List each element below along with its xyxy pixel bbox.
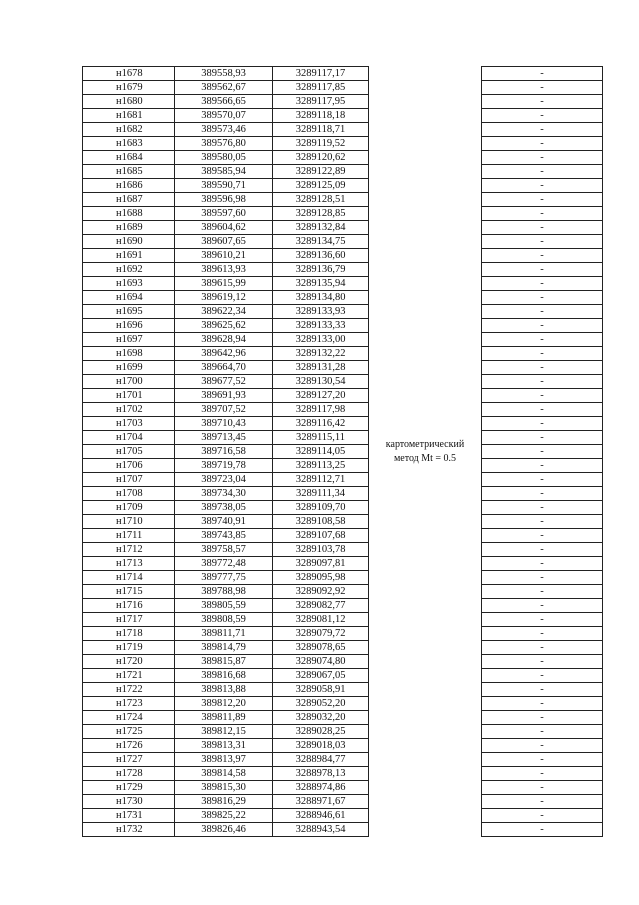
point-number-cell: н1687 [83,193,175,207]
table-row [83,585,603,599]
y-coordinate-cell: 3289118,71 [273,123,369,137]
point-number-cell: н1692 [83,263,175,277]
table-row [83,781,603,795]
point-number-cell: н1706 [83,459,175,473]
note-cell: - [482,501,603,515]
x-coordinate-cell: 389813,97 [175,753,273,767]
point-number-cell: н1732 [83,823,175,837]
x-coordinate-cell: 389719,78 [175,459,273,473]
y-coordinate-cell: 3289058,91 [273,683,369,697]
note-cell: - [482,473,603,487]
note-cell: - [482,627,603,641]
point-number-cell: н1694 [83,291,175,305]
x-coordinate-cell: 389808,59 [175,613,273,627]
point-number-cell: н1700 [83,375,175,389]
table-row [83,501,603,515]
x-coordinate-cell: 389743,85 [175,529,273,543]
note-cell: - [482,403,603,417]
x-coordinate-cell: 389585,94 [175,165,273,179]
point-number-cell: н1713 [83,557,175,571]
table-row [83,263,603,277]
y-coordinate-cell: 3289067,05 [273,669,369,683]
x-coordinate-cell: 389664,70 [175,361,273,375]
y-coordinate-cell: 3288974,86 [273,781,369,795]
x-coordinate-cell: 389625,62 [175,319,273,333]
y-coordinate-cell: 3289131,28 [273,361,369,375]
x-coordinate-cell: 389805,59 [175,599,273,613]
x-coordinate-cell: 389814,79 [175,641,273,655]
note-cell: - [482,151,603,165]
y-coordinate-cell: 3289108,58 [273,515,369,529]
y-coordinate-cell: 3289109,70 [273,501,369,515]
table-row [83,95,603,109]
x-coordinate-cell: 389642,96 [175,347,273,361]
x-coordinate-cell: 389615,99 [175,277,273,291]
point-number-cell: н1688 [83,207,175,221]
note-cell: - [482,445,603,459]
method-label-line-2: метод Mt = 0.5 [393,452,457,464]
method-cell [369,67,482,837]
x-coordinate-cell: 389604,62 [175,221,273,235]
y-coordinate-cell: 3289135,94 [273,277,369,291]
point-number-cell: н1709 [83,501,175,515]
point-number-cell: н1716 [83,599,175,613]
x-coordinate-cell: 389716,58 [175,445,273,459]
table-row [83,81,603,95]
x-coordinate-cell: 389815,30 [175,781,273,795]
x-coordinate-cell: 389826,46 [175,823,273,837]
table-row [83,249,603,263]
point-number-cell: н1678 [83,67,175,81]
y-coordinate-cell: 3289120,62 [273,151,369,165]
y-coordinate-cell: 3289117,95 [273,95,369,109]
point-number-cell: н1682 [83,123,175,137]
x-coordinate-cell: 389596,98 [175,193,273,207]
note-cell: - [482,81,603,95]
note-cell: - [482,305,603,319]
y-coordinate-cell: 3289107,68 [273,529,369,543]
y-coordinate-cell: 3288943,54 [273,823,369,837]
table-row [83,235,603,249]
note-cell: - [482,431,603,445]
note-cell: - [482,319,603,333]
x-coordinate-cell: 389740,91 [175,515,273,529]
point-number-cell: н1684 [83,151,175,165]
note-cell: - [482,95,603,109]
y-coordinate-cell: 3289117,98 [273,403,369,417]
point-number-cell: н1725 [83,725,175,739]
point-number-cell: н1683 [83,137,175,151]
note-cell: - [482,207,603,221]
point-number-cell: н1685 [83,165,175,179]
point-number-cell: н1681 [83,109,175,123]
y-coordinate-cell: 3288984,77 [273,753,369,767]
x-coordinate-cell: 389788,98 [175,585,273,599]
note-cell: - [482,753,603,767]
x-coordinate-cell: 389610,21 [175,249,273,263]
note-cell: - [482,487,603,501]
x-coordinate-cell: 389772,48 [175,557,273,571]
note-cell: - [482,165,603,179]
note-cell: - [482,767,603,781]
note-cell: - [482,109,603,123]
table-row [83,431,603,445]
note-cell: - [482,235,603,249]
table-row [83,543,603,557]
x-coordinate-cell: 389811,71 [175,627,273,641]
y-coordinate-cell: 3289078,65 [273,641,369,655]
table-row [83,389,603,403]
point-number-cell: н1704 [83,431,175,445]
note-cell: - [482,641,603,655]
point-number-cell: н1690 [83,235,175,249]
y-coordinate-cell: 3289128,85 [273,207,369,221]
note-cell: - [482,655,603,669]
note-cell: - [482,347,603,361]
y-coordinate-cell: 3289116,42 [273,417,369,431]
note-cell: - [482,697,603,711]
x-coordinate-cell: 389576,80 [175,137,273,151]
y-coordinate-cell: 3289130,54 [273,375,369,389]
table-row [83,403,603,417]
point-number-cell: н1710 [83,515,175,529]
point-number-cell: н1679 [83,81,175,95]
note-cell: - [482,515,603,529]
y-coordinate-cell: 3289095,98 [273,571,369,585]
x-coordinate-cell: 389811,89 [175,711,273,725]
y-coordinate-cell: 3289032,20 [273,711,369,725]
note-cell: - [482,669,603,683]
note-cell: - [482,67,603,81]
table-row [83,151,603,165]
x-coordinate-cell: 389812,20 [175,697,273,711]
y-coordinate-cell: 3289082,77 [273,599,369,613]
x-coordinate-cell: 389734,30 [175,487,273,501]
point-number-cell: н1718 [83,627,175,641]
table-row [83,753,603,767]
table-row [83,767,603,781]
x-coordinate-cell: 389738,05 [175,501,273,515]
table-row [83,277,603,291]
y-coordinate-cell: 3289122,89 [273,165,369,179]
table-row [83,193,603,207]
x-coordinate-cell: 389628,94 [175,333,273,347]
x-coordinate-cell: 389825,22 [175,809,273,823]
coordinates-table-wrapper [82,66,602,837]
x-coordinate-cell: 389562,67 [175,81,273,95]
y-coordinate-cell: 3289111,34 [273,487,369,501]
x-coordinate-cell: 389813,31 [175,739,273,753]
point-number-cell: н1714 [83,571,175,585]
point-number-cell: н1729 [83,781,175,795]
note-cell: - [482,221,603,235]
coordinates-table [82,66,603,837]
method-label-line-1: картометрический [385,438,465,450]
x-coordinate-cell: 389777,75 [175,571,273,585]
y-coordinate-cell: 3289079,72 [273,627,369,641]
note-cell: - [482,361,603,375]
table-row [83,641,603,655]
y-coordinate-cell: 3289097,81 [273,557,369,571]
point-number-cell: н1726 [83,739,175,753]
y-coordinate-cell: 3289136,60 [273,249,369,263]
table-row [83,515,603,529]
table-row [83,417,603,431]
note-cell: - [482,333,603,347]
note-cell: - [482,795,603,809]
y-coordinate-cell: 3289081,12 [273,613,369,627]
point-number-cell: н1731 [83,809,175,823]
table-row [83,683,603,697]
point-number-cell: н1693 [83,277,175,291]
note-cell: - [482,683,603,697]
table-row [83,487,603,501]
y-coordinate-cell: 3289134,75 [273,235,369,249]
y-coordinate-cell: 3289133,00 [273,333,369,347]
note-cell: - [482,417,603,431]
table-row [83,557,603,571]
table-row [83,137,603,151]
x-coordinate-cell: 389597,60 [175,207,273,221]
y-coordinate-cell: 3289118,18 [273,109,369,123]
x-coordinate-cell: 389558,93 [175,67,273,81]
note-cell: - [482,809,603,823]
note-cell: - [482,389,603,403]
table-row [83,319,603,333]
y-coordinate-cell: 3289125,09 [273,179,369,193]
point-number-cell: н1730 [83,795,175,809]
note-cell: - [482,557,603,571]
y-coordinate-cell: 3289052,20 [273,697,369,711]
table-row [83,361,603,375]
table-row [83,347,603,361]
table-row [83,473,603,487]
table-row [83,67,603,81]
table-row [83,613,603,627]
y-coordinate-cell: 3289132,22 [273,347,369,361]
y-coordinate-cell: 3289134,80 [273,291,369,305]
point-number-cell: н1702 [83,403,175,417]
table-row [83,305,603,319]
y-coordinate-cell: 3289133,93 [273,305,369,319]
point-number-cell: н1717 [83,613,175,627]
y-coordinate-cell: 3289128,51 [273,193,369,207]
note-cell: - [482,613,603,627]
y-coordinate-cell: 3289127,20 [273,389,369,403]
x-coordinate-cell: 389580,05 [175,151,273,165]
table-row [83,333,603,347]
point-number-cell: н1712 [83,543,175,557]
note-cell: - [482,571,603,585]
point-number-cell: н1680 [83,95,175,109]
x-coordinate-cell: 389590,71 [175,179,273,193]
y-coordinate-cell: 3289018,03 [273,739,369,753]
table-row [83,445,603,459]
y-coordinate-cell: 3289119,52 [273,137,369,151]
y-coordinate-cell: 3289117,85 [273,81,369,95]
point-number-cell: н1715 [83,585,175,599]
point-number-cell: н1728 [83,767,175,781]
point-number-cell: н1701 [83,389,175,403]
x-coordinate-cell: 389758,57 [175,543,273,557]
point-number-cell: н1711 [83,529,175,543]
x-coordinate-cell: 389570,07 [175,109,273,123]
point-number-cell: н1686 [83,179,175,193]
x-coordinate-cell: 389816,68 [175,669,273,683]
point-number-cell: н1697 [83,333,175,347]
table-row [83,823,603,837]
y-coordinate-cell: 3289132,84 [273,221,369,235]
y-coordinate-cell: 3289028,25 [273,725,369,739]
y-coordinate-cell: 3289103,78 [273,543,369,557]
note-cell: - [482,375,603,389]
table-row [83,627,603,641]
table-row [83,207,603,221]
x-coordinate-cell: 389723,04 [175,473,273,487]
note-cell: - [482,739,603,753]
table-row [83,529,603,543]
note-cell: - [482,823,603,837]
point-number-cell: н1705 [83,445,175,459]
y-coordinate-cell: 3289117,17 [273,67,369,81]
x-coordinate-cell: 389815,87 [175,655,273,669]
x-coordinate-cell: 389816,29 [175,795,273,809]
point-number-cell: н1727 [83,753,175,767]
table-row [83,123,603,137]
y-coordinate-cell: 3289133,33 [273,319,369,333]
y-coordinate-cell: 3289112,71 [273,473,369,487]
table-row [83,599,603,613]
y-coordinate-cell: 3289074,80 [273,655,369,669]
note-cell: - [482,781,603,795]
x-coordinate-cell: 389814,58 [175,767,273,781]
point-number-cell: н1703 [83,417,175,431]
point-number-cell: н1708 [83,487,175,501]
note-cell: - [482,725,603,739]
point-number-cell: н1723 [83,697,175,711]
table-row [83,795,603,809]
point-number-cell: н1695 [83,305,175,319]
x-coordinate-cell: 389677,52 [175,375,273,389]
x-coordinate-cell: 389619,12 [175,291,273,305]
y-coordinate-cell: 3289114,05 [273,445,369,459]
note-cell: - [482,263,603,277]
table-row [83,669,603,683]
table-row [83,697,603,711]
x-coordinate-cell: 389691,93 [175,389,273,403]
x-coordinate-cell: 389710,43 [175,417,273,431]
y-coordinate-cell: 3289113,25 [273,459,369,473]
y-coordinate-cell: 3289136,79 [273,263,369,277]
point-number-cell: н1721 [83,669,175,683]
table-row [83,739,603,753]
table-row [83,221,603,235]
x-coordinate-cell: 389812,15 [175,725,273,739]
y-coordinate-cell: 3289092,92 [273,585,369,599]
note-cell: - [482,711,603,725]
note-cell: - [482,543,603,557]
x-coordinate-cell: 389573,46 [175,123,273,137]
point-number-cell: н1689 [83,221,175,235]
note-cell: - [482,291,603,305]
table-row [83,459,603,473]
note-cell: - [482,179,603,193]
table-row [83,109,603,123]
y-coordinate-cell: 3289115,11 [273,431,369,445]
y-coordinate-cell: 3288971,67 [273,795,369,809]
point-number-cell: н1724 [83,711,175,725]
table-row [83,655,603,669]
note-cell: - [482,585,603,599]
note-cell: - [482,459,603,473]
table-row [83,375,603,389]
note-cell: - [482,277,603,291]
note-cell: - [482,137,603,151]
x-coordinate-cell: 389713,45 [175,431,273,445]
coordinates-table-body [83,67,603,837]
y-coordinate-cell: 3288978,13 [273,767,369,781]
note-cell: - [482,249,603,263]
point-number-cell: н1720 [83,655,175,669]
table-row [83,725,603,739]
note-cell: - [482,599,603,613]
x-coordinate-cell: 389607,65 [175,235,273,249]
table-row [83,291,603,305]
x-coordinate-cell: 389613,93 [175,263,273,277]
x-coordinate-cell: 389566,65 [175,95,273,109]
note-cell: - [482,123,603,137]
table-row [83,165,603,179]
point-number-cell: н1691 [83,249,175,263]
point-number-cell: н1696 [83,319,175,333]
table-row [83,711,603,725]
y-coordinate-cell: 3288946,61 [273,809,369,823]
point-number-cell: н1698 [83,347,175,361]
x-coordinate-cell: 389622,34 [175,305,273,319]
x-coordinate-cell: 389813,88 [175,683,273,697]
point-number-cell: н1699 [83,361,175,375]
point-number-cell: н1722 [83,683,175,697]
x-coordinate-cell: 389707,52 [175,403,273,417]
note-cell: - [482,529,603,543]
table-row [83,571,603,585]
point-number-cell: н1719 [83,641,175,655]
note-cell: - [482,193,603,207]
table-row [83,809,603,823]
point-number-cell: н1707 [83,473,175,487]
table-row [83,179,603,193]
